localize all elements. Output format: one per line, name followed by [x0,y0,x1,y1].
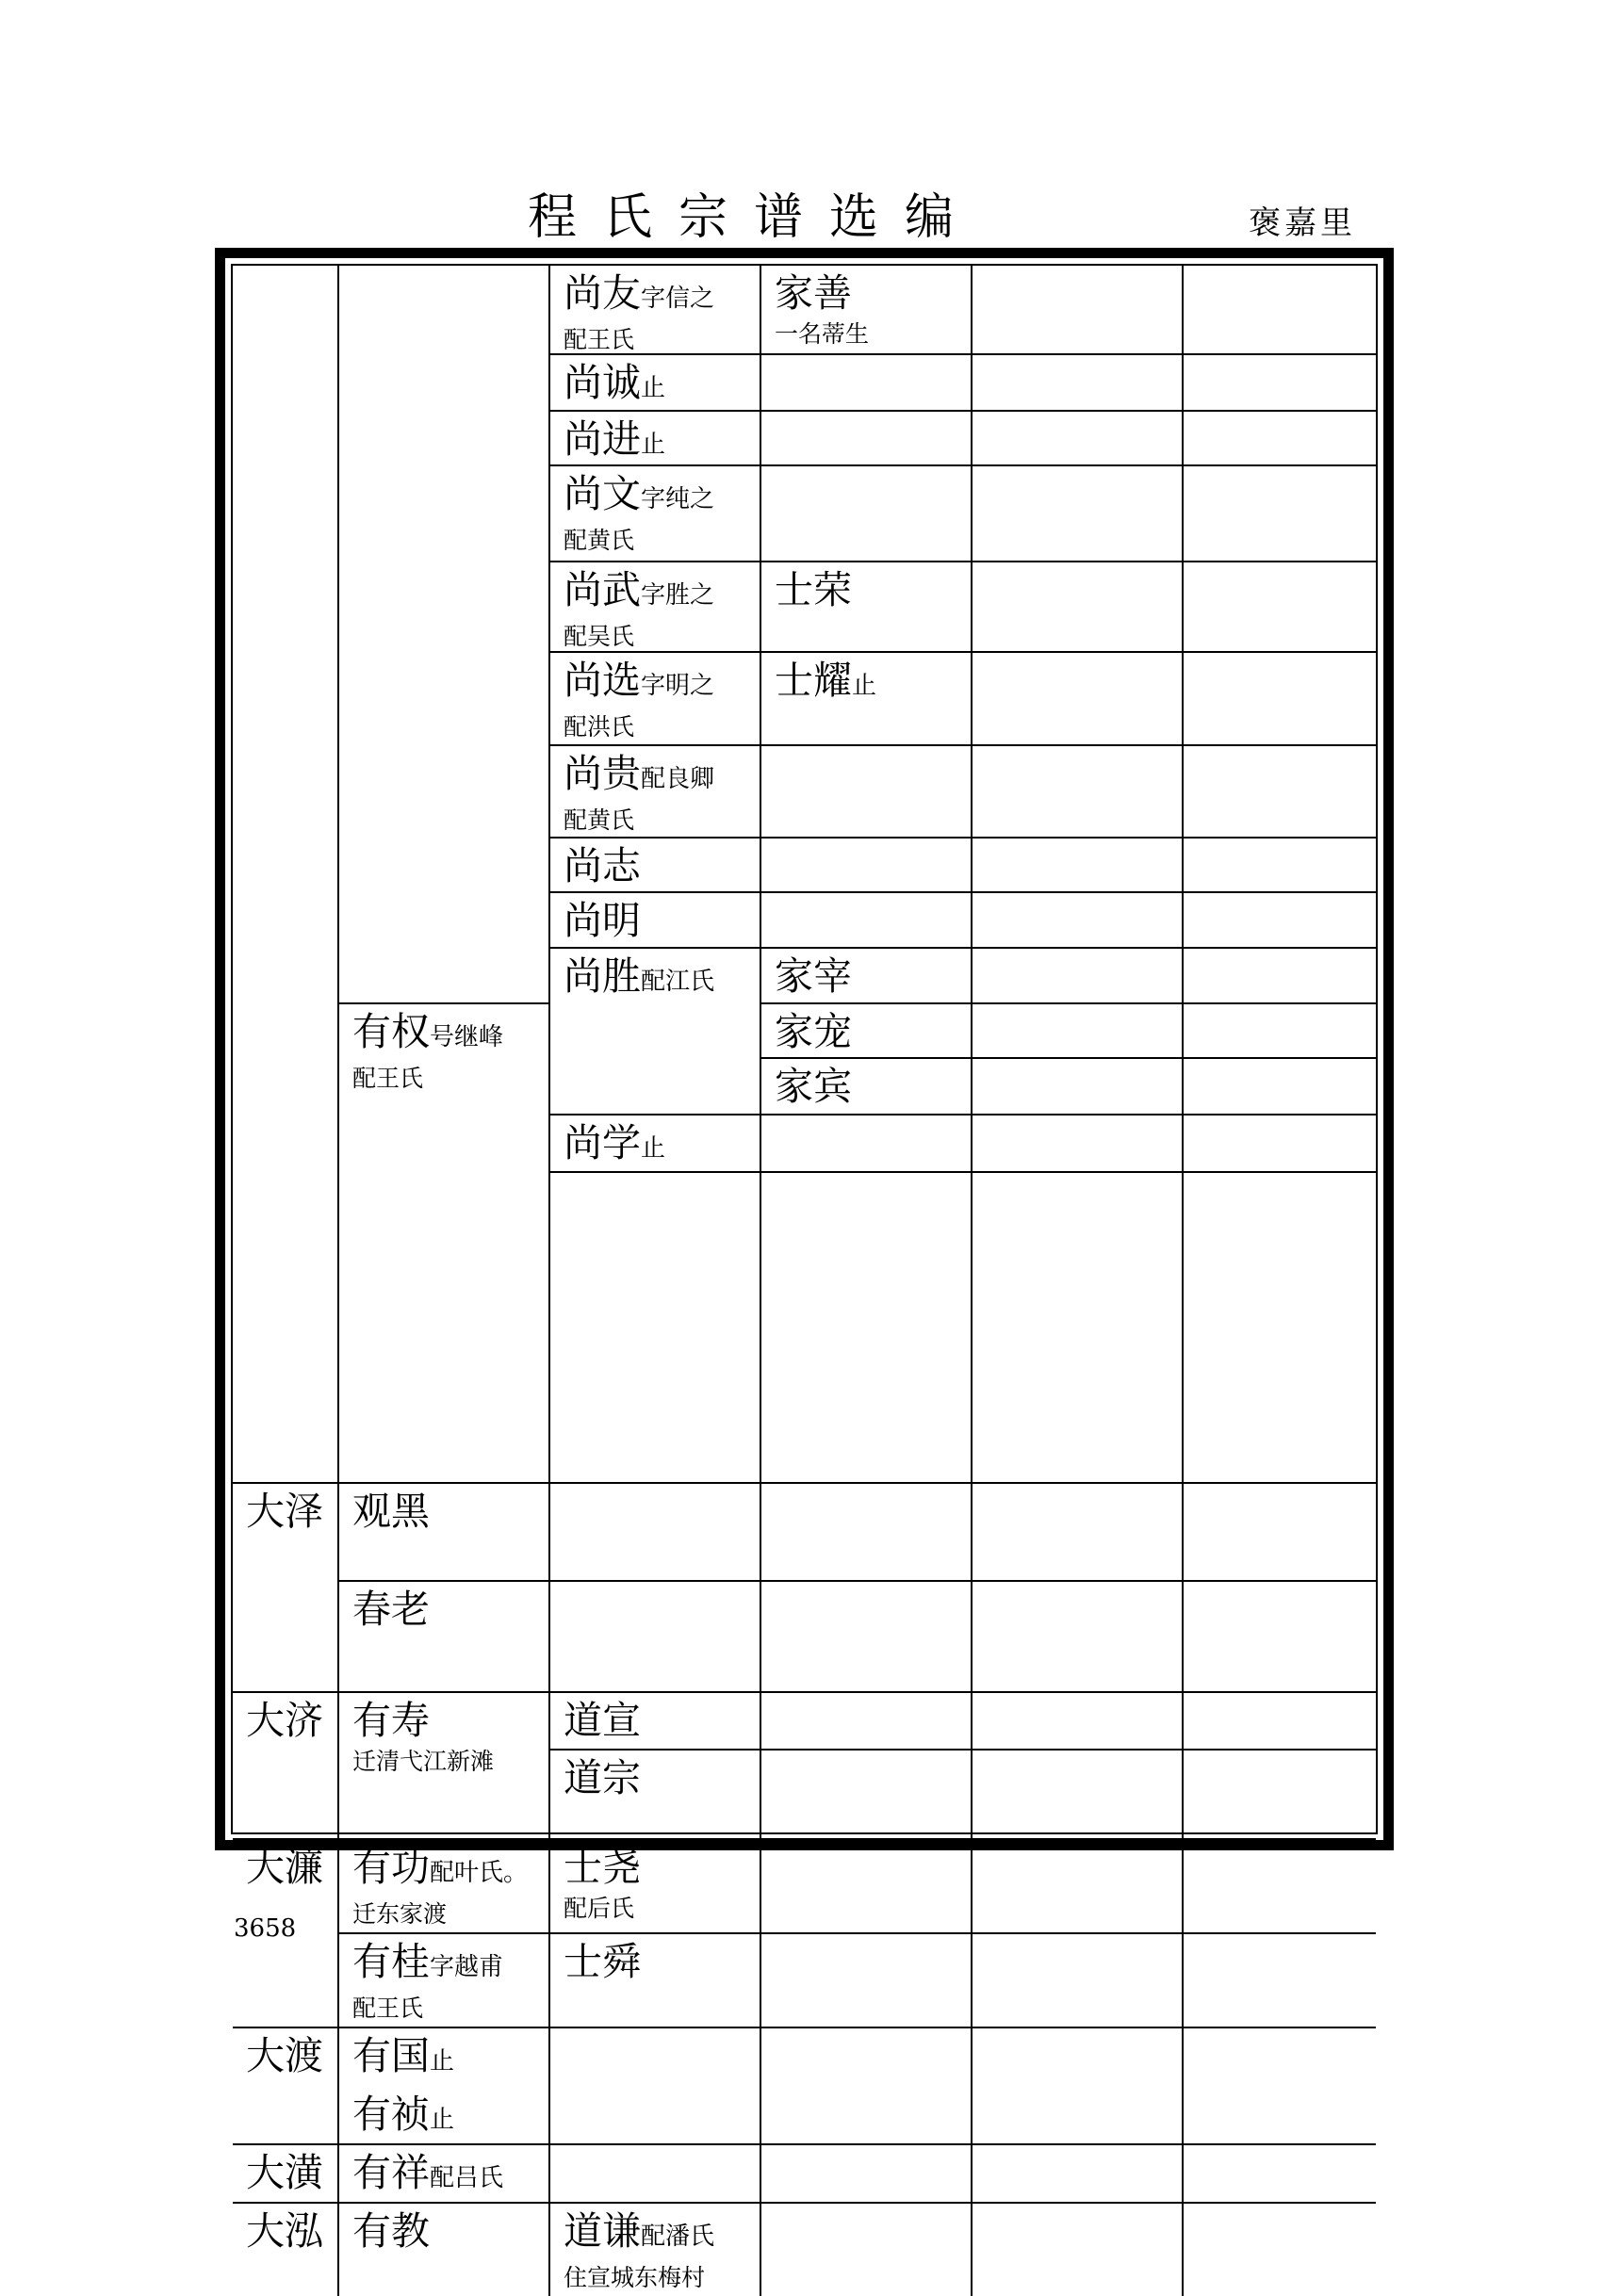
generation-cell-empty [761,839,973,893]
person-name: 道宗 [564,1755,641,1800]
inline-note: 止 [641,1134,666,1163]
generation-cell-empty [1184,746,1376,839]
generation-cell-empty [973,1484,1184,1582]
generation-cell-empty [973,1693,1184,1750]
generation-cell-empty [761,1115,973,1173]
generation-cell [339,1004,550,1484]
generation-cell-empty [1184,266,1376,355]
person-note: 配王氏 [352,1995,424,2022]
person-name: 尚文字纯之 [564,471,715,516]
generation-cell [550,1693,761,1750]
generation-cell-empty [973,1004,1184,1059]
generation-cell [233,2145,339,2204]
person-note: 配黄氏 [564,806,635,834]
generation-cell [550,839,761,893]
generation-cell [550,893,761,949]
generation-cell [761,266,973,355]
generation-cell-empty [1184,2145,1376,2204]
generation-cell-empty [1184,2204,1376,2296]
person-note: 配黄氏 [564,527,635,554]
person-name: 尚武字胜之 [564,567,715,612]
generation-cell [761,653,973,746]
generation-cell-empty [973,746,1184,839]
person-name: 士舜 [564,1939,641,1984]
person-note: 一名蒂生 [775,320,870,348]
inline-note: 配吕氏 [430,2164,504,2192]
person-name: 大潢 [246,2150,323,2195]
inline-note: 字信之 [641,285,715,313]
person-name: 有功配叶氏。 [352,1845,529,1890]
person-name: 尚贵配良卿 [564,751,715,796]
generation-cell-empty [1184,1173,1376,1484]
person-name: 有权号继峰 [352,1009,504,1054]
generation-cell [761,1059,973,1115]
person-name: 尚选字明之 [564,658,715,703]
generation-cell [550,746,761,839]
person-name: 尚学止 [564,1120,666,1165]
generation-cell-empty [973,2145,1184,2204]
generation-cell [233,2028,339,2145]
person-name: 家善 [775,270,852,316]
generation-cell-empty [973,1750,1184,1840]
generation-cell [233,1693,339,1840]
person-name: 观黑 [352,1489,430,1534]
generation-cell-empty [973,1059,1184,1115]
generation-cell-empty [761,1840,973,1934]
person-note: 配吴氏 [564,623,635,650]
person-name: 有教 [352,2208,430,2254]
person-name: 尚友字信之 [564,270,715,316]
inline-note: 止 [641,431,666,459]
generation-cell-empty [1184,1934,1376,2028]
person-name: 有国止 [352,2033,455,2078]
generation-cell-empty [761,2204,973,2296]
person-note: 配王氏 [352,1065,424,1092]
person-name: 尚进止 [564,416,666,462]
generation-cell-empty [550,1484,761,1582]
generation-cell-empty [1184,653,1376,746]
person-note: 迁东家渡 [352,1900,448,1928]
inline-note: 配叶氏。 [430,1859,529,1887]
person-name: 道宣 [564,1698,641,1743]
generation-cell-empty [973,1173,1184,1484]
person-name: 士荣 [775,567,852,612]
person-name: 有祥配吕氏 [352,2150,504,2195]
generation-cell [339,1484,550,1582]
generation-cell-empty [761,1693,973,1750]
person-note: 迁清弋江新滩 [352,1748,495,1775]
person-note: 配洪氏 [564,713,635,741]
generation-cell-empty [973,562,1184,653]
inline-note: 止 [641,374,666,402]
generation-cell [550,266,761,355]
person-name: 家宰 [775,953,852,999]
person-name: 道谦配潘氏 [564,2208,715,2254]
person-name: 大渡 [246,2033,323,2078]
generation-cell [550,653,761,746]
generation-cell-empty [1184,1115,1376,1173]
generation-cell [761,949,973,1004]
person-note: 配后氏 [564,1895,635,1922]
generation-cell-empty [1184,893,1376,949]
person-name: 大济 [246,1698,323,1743]
page-title: 程氏宗谱选编 [528,189,981,246]
person-name: 有桂字越甫 [352,1939,504,1984]
generation-cell-empty [233,266,339,1484]
generation-cell [233,1484,339,1693]
generation-cell [550,1750,761,1840]
generation-cell-empty [761,2028,973,2145]
generation-cell-empty [1184,1582,1376,1693]
generation-cell-empty [1184,1484,1376,1582]
person-name: 家宾 [775,1064,852,1109]
generation-cell-empty [973,1582,1184,1693]
generation-cell-empty [973,1934,1184,2028]
generation-cell-empty [973,949,1184,1004]
generation-cell [550,466,761,562]
generation-cell-empty [761,2145,973,2204]
generation-cell-empty [1184,2028,1376,2145]
generation-cell [550,949,761,1115]
generation-cell-empty [973,839,1184,893]
generation-cell [550,355,761,412]
person-note: 配王氏 [564,326,635,353]
generation-cell-empty [1184,1840,1376,1934]
inline-note: 止 [430,2047,455,2076]
generation-cell-empty [1184,562,1376,653]
generation-cell-empty [1184,839,1376,893]
generation-cell-empty [973,1115,1184,1173]
generation-cell-empty [550,2028,761,2145]
generation-cell-empty [761,1582,973,1693]
generation-cell-empty [761,355,973,412]
generation-cell-empty [550,2145,761,2204]
generation-cell-empty [1184,466,1376,562]
inline-note: 配良卿 [641,765,715,793]
person-name: 有寿 [352,1698,430,1743]
generation-cell [339,2204,550,2296]
person-note: 住宣城东梅村 [564,2264,706,2291]
generation-cell-empty [973,1840,1184,1934]
generation-cell [550,2204,761,2296]
person-name: 大濂 [246,1845,323,1890]
generation-cell-empty [550,1582,761,1693]
generation-cell [761,1004,973,1059]
generation-cell [339,1582,550,1693]
generation-cell [339,1934,550,2028]
generation-cell-empty [973,2028,1184,2145]
generation-cell [339,2145,550,2204]
inline-note: 止 [430,2106,455,2134]
person-name: 尚明 [564,898,641,943]
generation-cell [339,1840,550,1934]
generation-cell-empty [1184,1750,1376,1840]
generation-cell [339,2028,550,2145]
inline-note: 字胜之 [641,581,715,610]
person-name: 士尧 [564,1845,641,1890]
person-name: 大泽 [246,1489,323,1534]
generation-cell-empty [973,893,1184,949]
person-name: 士耀止 [775,658,877,703]
generation-cell-empty [1184,949,1376,1004]
person-name: 家宠 [775,1009,852,1054]
generation-cell-empty [1184,1693,1376,1750]
generation-cell-empty [761,1934,973,2028]
generation-cell-empty [1184,355,1376,412]
generation-cell-empty [973,466,1184,562]
generation-cell-empty [761,893,973,949]
inline-note: 字越甫 [430,1953,504,1981]
inline-note: 字明之 [641,672,715,700]
inline-note: 号继峰 [430,1023,504,1051]
generation-cell-empty [973,355,1184,412]
generation-cell [550,1840,761,1934]
person-name: 尚诚止 [564,360,666,405]
page-number: 3658 [234,1914,297,1943]
inline-note: 配潘氏 [641,2223,715,2251]
place-name: 褒嘉里 [1249,204,1356,242]
generation-cell-empty [761,746,973,839]
generation-cell-empty [761,466,973,562]
generation-cell [550,1934,761,2028]
generation-cell [550,1115,761,1173]
generation-cell-empty [761,1173,973,1484]
generation-cell-empty [1184,1059,1376,1115]
generation-cell-empty [973,266,1184,355]
generation-cell-empty [973,2204,1184,2296]
inline-note: 字纯之 [641,485,715,513]
generation-cell [339,1693,550,1840]
person-name: 尚胜配江氏 [564,953,715,999]
person-name: 春老 [352,1587,430,1632]
generation-cell-empty [339,266,550,1004]
generation-cell-empty [761,1484,973,1582]
inline-note: 配江氏 [641,968,715,996]
person-name: 大泓 [246,2208,323,2254]
person-name: 有祯止 [352,2092,455,2137]
person-name: 尚志 [564,843,641,888]
generation-cell-empty [761,412,973,466]
inline-note: 止 [852,672,877,700]
generation-cell-empty [761,1750,973,1840]
generation-cell-empty [1184,1004,1376,1059]
generation-cell [761,562,973,653]
generation-cell [550,562,761,653]
generation-cell-empty [973,653,1184,746]
generation-cell [550,412,761,466]
generation-cell [233,2204,339,2296]
generation-cell-empty [973,412,1184,466]
generation-cell-empty [1184,412,1376,466]
generation-cell-empty [550,1173,761,1484]
